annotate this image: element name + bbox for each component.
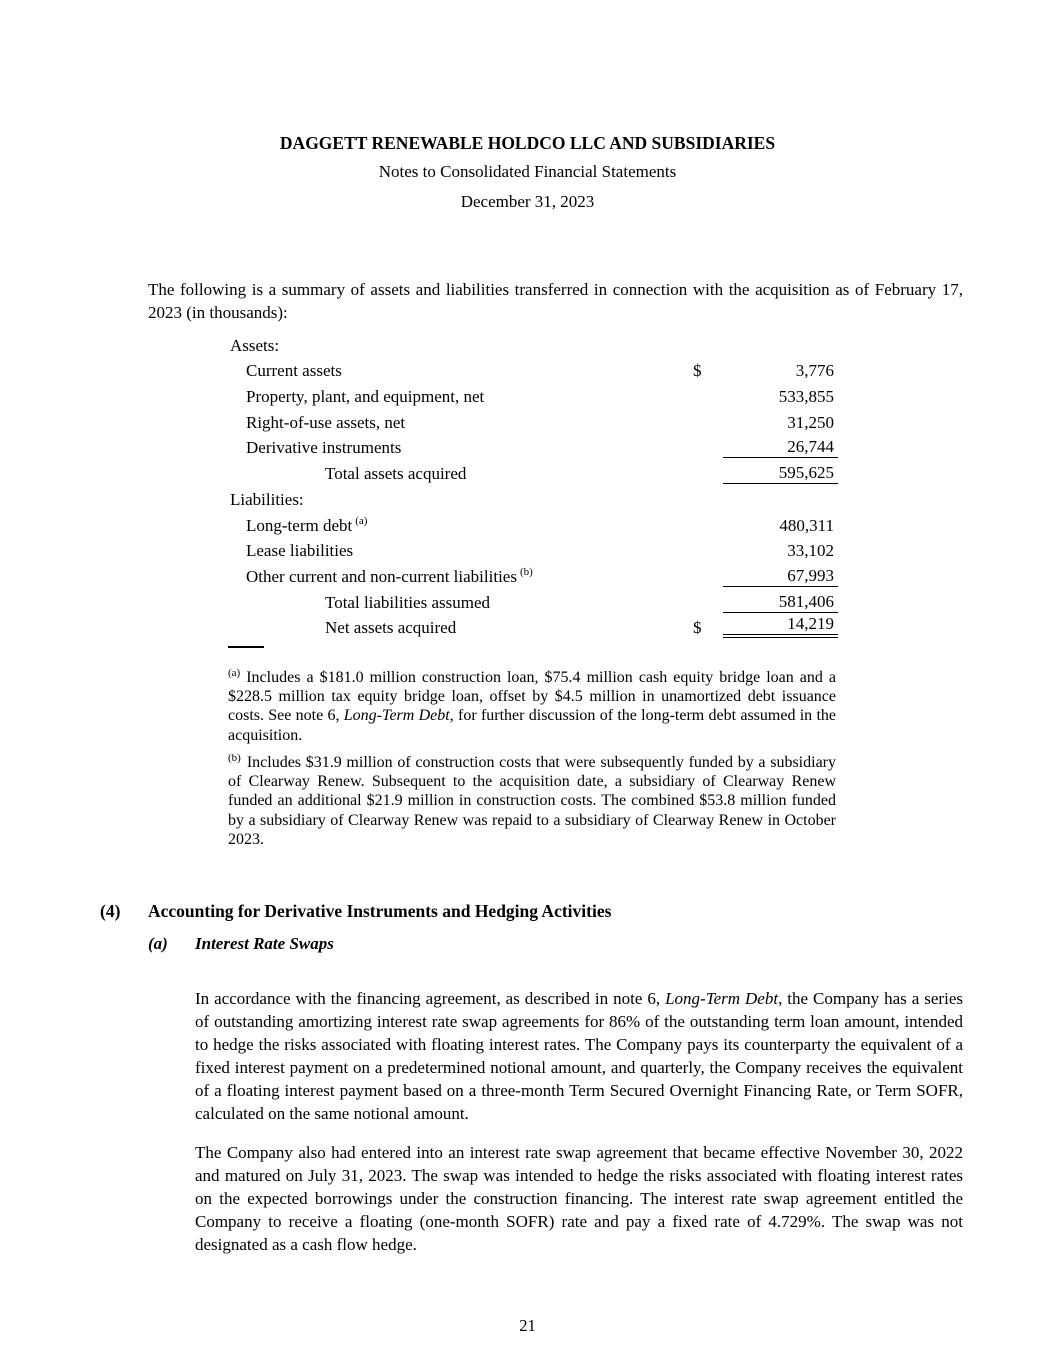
row-label: Property, plant, and equipment, net: [246, 387, 485, 407]
row-value: 26,744: [723, 437, 838, 458]
row-label: Other current and non-current liabilities: [246, 566, 517, 586]
paragraph-interest-rate-swaps-2: The Company also had entered into an interest rate swap agreement that became effective November 30, 2022 and matured on July 31, 2023. The swap was intended to hedge the risks associated with floating interest rates on the expected borrowings under the construction financing. The interest rate swap agreement entitled the Company to receive a floating (one-month SOFR) rate and pay a fixed rate of 4.729%. The swap was not designated as a cash flow hedge.: [195, 1143, 963, 1254]
footnote-a-marker: (a): [228, 666, 241, 679]
row-value: 581,406: [723, 592, 838, 613]
paragraph-interest-rate-swaps-1: In accordance with the financing agreement, as described in note 6, Long-Term Debt, the Company has a series of outstanding amortizing interest rate swap agreements for 86% of the outstanding term loan amount, intended to hedge the risks associated with floating interest rates. The Company pays its counterparty the equivalent of a fixed interest payment on a predetermined notional amount, and quarterly, the Company receives the equivalent of a floating interest payment based on a three-month Term Secured Overnight Financing Rate, or Term SOFR, calculated on the same notional amount.: [195, 989, 963, 1123]
document-subtitle: Notes to Consolidated Financial Statements: [378, 162, 677, 181]
section-number: (4): [100, 901, 121, 921]
subsection-letter: (a): [148, 934, 168, 953]
row-value: 533,855: [778, 387, 834, 407]
table-row-total: [230, 587, 838, 613]
row-label: Total liabilities assumed: [325, 592, 491, 612]
acquisition-summary-table: [230, 330, 838, 638]
row-value: 595,625: [723, 463, 838, 484]
row-value: 33,102: [787, 541, 834, 561]
subsection-title: Interest Rate Swaps: [195, 934, 334, 953]
footnote-a: $^{(a)}$ Includes a $181.0 million construction loan, $75.4 million cash equity bridge loan and a $228.5 million tax equity bridge loan, offset by $4.5 million in unamortized debt issuance costs. See note 6, Long-Term Debt, for further discussion of the long-term debt assumed in the acquisition.: [228, 666, 837, 744]
table-row: [230, 407, 838, 433]
subsection-heading: [148, 934, 334, 954]
table-row-total: [230, 613, 838, 639]
row-label: Derivative instruments: [246, 438, 402, 458]
page-number: 21: [519, 1316, 536, 1335]
row-label: Liabilities:: [230, 489, 304, 509]
row-label: Lease liabilities: [246, 541, 354, 561]
currency-symbol: $: [693, 361, 702, 381]
table-row: [230, 561, 838, 587]
table-row: [230, 510, 838, 536]
row-value: 31,250: [787, 412, 834, 432]
table-row: [230, 356, 838, 382]
row-value: 3,776: [795, 361, 834, 381]
document-header: [0, 133, 1055, 222]
footnote-ref-a: (a): [355, 514, 368, 527]
table-row: [230, 330, 838, 356]
row-label: Assets:: [230, 335, 280, 355]
row-label: Total assets acquired: [325, 464, 467, 484]
intro-paragraph: The following is a summary of assets and liabilities transferred in connection with the acquisition as of February 17, 2023 (in thousands):: [148, 280, 963, 322]
currency-symbol: $: [693, 618, 702, 638]
table-row: [230, 536, 838, 562]
row-value: 480,311: [779, 515, 834, 535]
row-label: Current assets: [246, 361, 342, 381]
section-heading: [100, 901, 611, 922]
table-row: [230, 381, 838, 407]
row-label: Long-term debt: [246, 515, 353, 535]
footnote-b-marker: (b): [228, 751, 241, 764]
company-title: DAGGETT RENEWABLE HOLDCO LLC AND SUBSIDIARIES: [279, 133, 776, 153]
row-value: 67,993: [723, 566, 838, 587]
table-row: [230, 433, 838, 459]
row-value: 14,219: [723, 614, 838, 638]
document-date: December 31, 2023: [460, 192, 595, 211]
row-label: Right-of-use assets, net: [246, 412, 406, 432]
footnote-ref-b: (b): [519, 566, 533, 579]
footnote-divider: [228, 646, 264, 648]
section-title: Accounting for Derivative Instruments and Hedging Activities: [148, 901, 612, 921]
table-row: [230, 484, 838, 510]
row-label: Net assets acquired: [325, 618, 457, 638]
footnote-b: $^{(b)}$ Includes $31.9 million of construction costs that were subsequently funded by a subsidiary of Clearway Renew. Subsequent to the acquisition date, a subsidiary of Clearway Renew funded an additional $21.9 million in construction costs. The combined $53.8 million funded by a subsidiary of Clearway Renew was repaid to a subsidiary of Clearway Renew in October 2023.: [228, 751, 836, 848]
table-row-total: [230, 458, 838, 484]
